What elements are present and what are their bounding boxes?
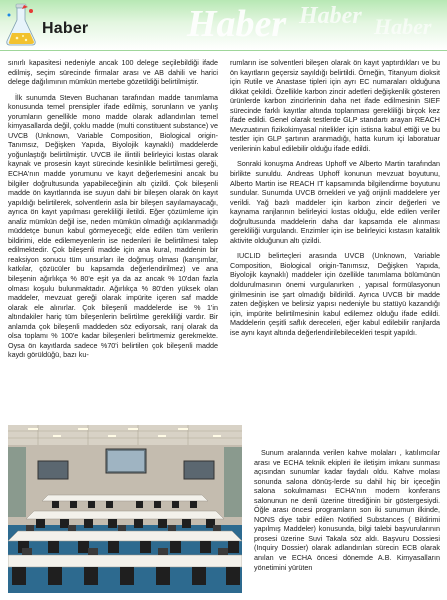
- conference-hall-photo: [8, 425, 242, 593]
- lab-flask-icon: [4, 3, 38, 47]
- bottom-right-article-column: [254, 448, 440, 572]
- conference-hall-image: [8, 425, 242, 593]
- paragraph: Sonraki konuşma Andreas Uphoff ve Alberto Martin tarafından birlikte sunuldu. Andreas Uphoff konunun mevzuat boyutunu, Alberto Martin ise REACH IT kapsamında bilgilendirme boyutunu sundular. Sunumda UVCB örnekleri ve yağ orijinli maddelere yer verildi. Yağ bazlı maddeler için karbon zincir değerleri ve kaynama ranjlarının belirleyici kıstas olduğu, elde edilen veriler doğrultusunda maddelerin daha dar kapsamda ele alınması gerekliliği vurgulandı. Enzimler için ise belirleyici kıstasın katalitik aktivite olduğunun altı çizildi.: [230, 159, 440, 245]
- left-article-column: [8, 58, 218, 366]
- paragraph: Sunum aralarında verilen kahve molaları , katılımcılar arası ve ECHA teknik ekipleri ile iletişim imkanı sunması açısından sunumlar kadar faydalı oldu. Kahve molası sonunda salona dönüş-lerde su dahil hiç bir içeceğin salona sokulmaması ECHA'nın modern konferans salonunun ne denli üzerine titrediğinin bir göstergesiydi. Öğle arası öncesi programların son iki sunumun ilkinde, NONS diye tabir edilen Notified Substances ( Bildirimi yapılmış Maddeler) konusunda, bilgi talebi başvurularının prosesi üzerine Suvi Takala söz aldı. Başvuru Dossiesi (Inquiry Dossier) olarak adlandırılan sürecin ECB olarak anılan ve ECHA öncesi dönemde A.B. Kimyasalların yönetimini yürüten: [254, 448, 440, 572]
- page-header: [0, 0, 447, 50]
- paragraph: sınırlı kapasitesi nedeniyle ancak 100 delege seçilebildiği ifade edilmiş, seçim sürecinde firmalar arası ve AB dahili ve harici delege dağılımının mümkün mertebe gözetildiği belirtilmiştir.: [8, 58, 218, 87]
- paragraph: IUCLID belirteçleri arasında UVCB (Unknown, Variable Composition, Biological origin-Tanımsız, Değişken Yapıda, Biyolojik kaynaklı) maddeler için özellikle tanımlama bölümünün doldurulmasının önemi vurgulanırken , yapısal formülasyonun girilmesinin ise şart olmadığı bildirildi. Ayrıca UVCB bir madde zaten değişken ve belirsiz yapısı nedeniyle bu statüyü kazandığı için, impürite belirtilmesinin kabul edilemez olduğu ifade edildi. Maddelerin çeşitli saflık dereceleri, eğer kabul edilebilir ranjlarda ise aynı kayıt altında değerlendirilebilecekleri tespit yapıldı.: [230, 251, 440, 337]
- paragraph: rumların ise solventleri bileşen olarak ön kayıt yaptırdıkları ve bu ön kayıtların geçersiz sayıldığı belirtildi. Örneğin, Titanyum dioksit için Rutile ve Anastase tipleri için ayrı EC numaraları olduğuna dikkat çekildi. Özellikle karbon zincir adetleri değişkenlik gösteren ürünlerde karbon zincirlerinin daha net ifade edilmesinin SIEF sürecinde farklı kayıtlar altında toplanması gerekliliği birçok kez ifade edildi. Genel olarak testlerde GLP standartı arayan REACH Mevzuatının fizikokimyasal nitelikler için istisna kabul ettiği ve bu testler için GLP şartının aranmadığı, hatta kurum içi laboratuar verilerinin kabul edilebilir olduğu ifade edildi.: [230, 58, 440, 153]
- header-divider: [0, 50, 447, 51]
- header-watermark: Haber: [187, 3, 287, 45]
- section-title: Haber: [42, 20, 89, 37]
- header-watermark: Haber: [299, 3, 362, 29]
- paragraph: İlk sunumda Steven Buchanan tarafından madde tanımlama konusunda temel prensipler ifade edilmiş, sorunların ve yanlış yorumların genellikle mono madde olarak adlandırılan temel kimyasallarda değil, çoklu madde (multi constituent substance) ve UVCB (Unknown, Variable Composition, Biological origin-Tanımsız, Değişken Yapıda, Biyolojik kaynaklı) maddelerde yoğunlaştığı belirtilmiştir. UVCB ile ilintili belirleyici kıstas olarak kaynak ve prosesin kayıt sürecinde kesinlikle belirtilmesi gereği, ECHA'nın madde yorumunu ve kayıt değerlemesini ancak bu bilgiler doğrultusunda yapabileceğinin altı çizildi. Çok bileşenli madde ön kayıtlarında ise suyun dahi bir bileşen olarak ön kayıt yapıldığı belirtilerek, solventlerin asla bir bileşen sayılamayacağı, ayrıca ön kayıt yapılması gerekliliği iletildi. Eğer çözümleme için analiz mümkün değil ise, neden mümkün olmadığı açıklanmadığı müddetçe bunun kabul görmeyeceği; elde edilen tüm verilerin bildirimi, elde edilemeyenlerin ise nedenleri ile belirtilmesi talep edilmektedir. Çok bileşenli madde için ana kural, maddenin bir reaksiyon sonucu tüm unsurları ile doğmuş olması (karışımlar, katkılar, çözücüler bu kapsamda değerlendirilmez) ve ana bileşenin ağırlıkça % 80'e eşit ya da az ancak % 10'dan fazla olması koşulu bulunmaktadır. Ağırlıkça % 80'den yüksek olan maddeler, mevzuat gereği olarak impürite içeren saf madde olarak ele alınırlar. Çok bileşenli maddelerde ise % 1'in altındakiler hariç tüm bileşenlerin belirtilme gerekliliği vardır. Bir anlamda çok bileşenli maddeden söz ediyorsak, rarıj olarak da olsa toplamı % 100'e kadar bileşenleri belirtmemiz gerekmekte. Oysa ön kayıtlarda sadece %70'i belirtilen çok bileşenli madde kaydı görüldüğü, bazı ku-: [8, 92, 218, 360]
- header-watermark: Haber: [374, 14, 432, 39]
- right-article-column: [230, 58, 440, 343]
